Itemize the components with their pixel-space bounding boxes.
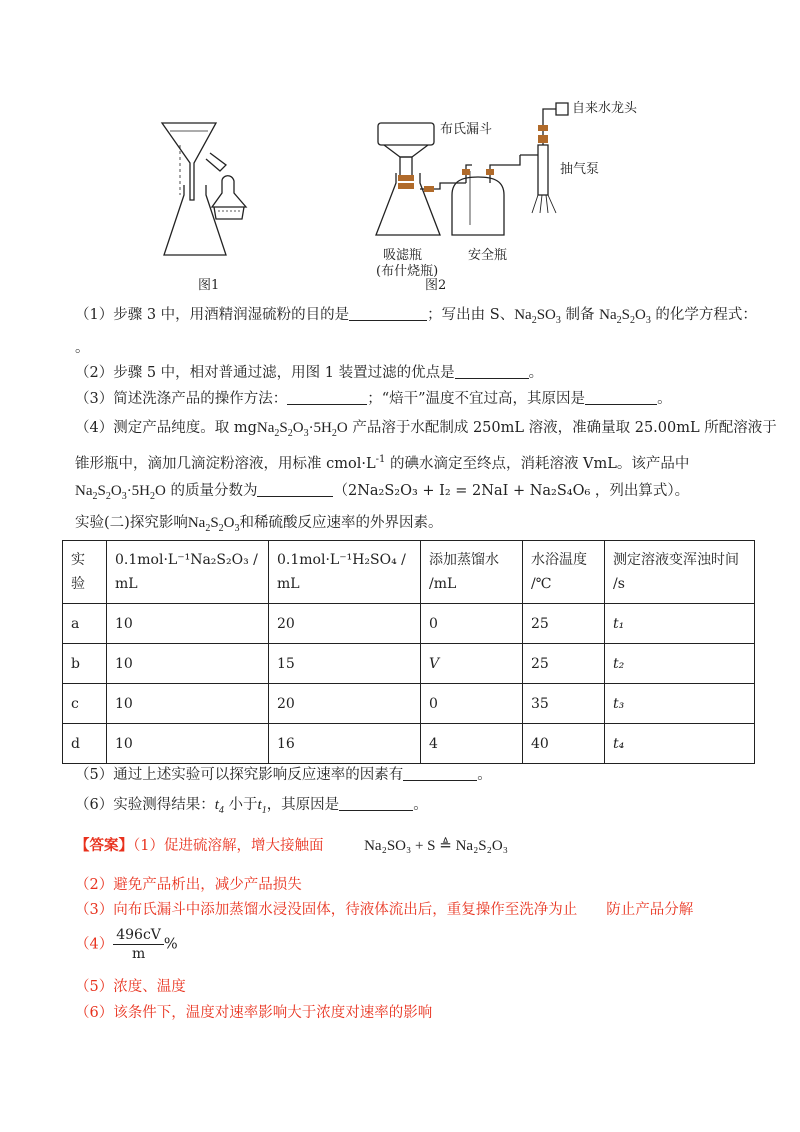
table-cell: 40 [523, 724, 605, 764]
table-cell: c [63, 684, 107, 724]
fig2-label-flask: 吸滤瓶 [383, 248, 423, 263]
table-row [63, 604, 755, 644]
fig2-label-flask-alt: (布什烧瓶) [376, 264, 439, 279]
table-cell: 0 [421, 684, 523, 724]
table-cell: t₄ [605, 724, 755, 764]
answer-6: （6）该条件下，温度对速率影响大于浓度对速率的影响 [75, 1005, 433, 1021]
answer-5: （5）浓度、温度 [75, 979, 186, 995]
answer-3: （3）向布氏漏斗中添加蒸馏水浸没固体，待液体流出后，重复操作至洗净为止 防止产品分解 [75, 902, 694, 918]
table-header-cell: 实验 [63, 541, 107, 604]
figure-1-caption: 图1 [198, 278, 220, 293]
table-cell: V [421, 644, 523, 684]
table-cell: 10 [107, 644, 269, 684]
question-5: （5）通过上述实验可以探究影响反应速率的因素有 。 [75, 767, 492, 783]
fig2-label-funnel: 布氏漏斗 [440, 122, 493, 137]
table-cell: a [63, 604, 107, 644]
table-row [63, 644, 755, 684]
table-cell: 10 [107, 684, 269, 724]
table-cell: t₂ [605, 644, 755, 684]
question-4-line-2: 锥形瓶中，滴加几滴淀粉溶液，用标准 $cmol\cdot L^{-1}$ 的碘水滴定至终点，消耗溶液 VmL。该产品中 [75, 454, 690, 472]
table-cell: d [63, 724, 107, 764]
table-cell: 20 [269, 604, 421, 644]
table-header-cell: 添加蒸馏水 /mL [421, 541, 523, 604]
figure-1-apparatus [150, 115, 260, 265]
table-header-cell: 水浴温度 /℃ [523, 541, 605, 604]
figure-2-caption: 图2 [425, 278, 447, 293]
question-4-line-3: $Na_2S_2O_3\cdot 5H_2O$ 的质量分数为 （2Na₂S₂O₃ + I₂ = 2NaI + Na₂S₄O₆ ，列出算式）。 [75, 483, 690, 502]
fig2-label-safety: 安全瓶 [468, 248, 508, 263]
question-2: （2）步骤 5 中，相对普通过滤，用图 1 装置过滤的优点是 。 [75, 365, 544, 381]
table-header-cell: 0.1mol·L⁻¹Na₂S₂O₃ / mL [107, 541, 269, 604]
table-cell: t₃ [605, 684, 755, 724]
question-3: （3）简述洗涤产品的操作方法： ；“焙干”温度不宜过高，其原因是 。 [75, 391, 672, 407]
question-4-line-1: （4）测定产品纯度。取 $mgNa_2S_2O_3\cdot 5H_2O$ 产品溶于水配制成 250mL 溶液，准确量取 25.00mL 所配溶液于 [75, 420, 777, 439]
table-cell: b [63, 644, 107, 684]
answer-2: （2）避免产品析出，减少产品损失 [75, 877, 302, 893]
table-cell: 10 [107, 724, 269, 764]
answer-4-fraction: $\frac{496cV}{m}$ [113, 926, 164, 963]
table-cell: 15 [269, 644, 421, 684]
table-cell: 25 [523, 644, 605, 684]
table-cell: 4 [421, 724, 523, 764]
question-1: （1）步骤 3 中，用酒精润湿硫粉的目的是 ；写出由 S、$Na_2SO_3$ 制备 $Na_2S_2O_3$ 的化学方程式： [75, 307, 757, 326]
answer-1: 【答案】（1）促进硫溶解，增大接触面 Na₂SO₃ + S ≜ Na₂S₂O₃ [75, 837, 508, 854]
table-cell: 35 [523, 684, 605, 724]
experiment-table [62, 540, 755, 764]
question-1-end: 。 [75, 340, 90, 356]
table-cell: 20 [269, 684, 421, 724]
answer-tag: 【答案】 [75, 837, 133, 854]
table-cell: 16 [269, 724, 421, 764]
table-cell: 25 [523, 604, 605, 644]
experiment-2-heading: 实验(二)探究影响$Na_2S_2O_3$和稀硫酸反应速率的外界因素。 [75, 515, 443, 534]
table-cell: t₁ [605, 604, 755, 644]
table-cell: 0 [421, 604, 523, 644]
table-row [63, 684, 755, 724]
fig2-label-pump: 抽气泵 [560, 162, 600, 177]
answer-4: （4） $\frac{496cV}{m}$ % [75, 927, 178, 962]
table-header-cell: 0.1mol·L⁻¹H₂SO₄ / mL [269, 541, 421, 604]
table-row [63, 724, 755, 764]
table-header-cell: 测定溶液变浑浊时间 /s [605, 541, 755, 604]
fig2-label-faucet: 自来水龙头 [572, 101, 638, 116]
question-6: （6）实验测得结果：$t_4$ 小于$t_1$，其原因是 。 [75, 797, 428, 816]
table-cell: 10 [107, 604, 269, 644]
table-header-row [63, 541, 755, 604]
answer-1-equation: Na₂SO₃ + S ≜ Na₂S₂O₃ [364, 838, 508, 854]
